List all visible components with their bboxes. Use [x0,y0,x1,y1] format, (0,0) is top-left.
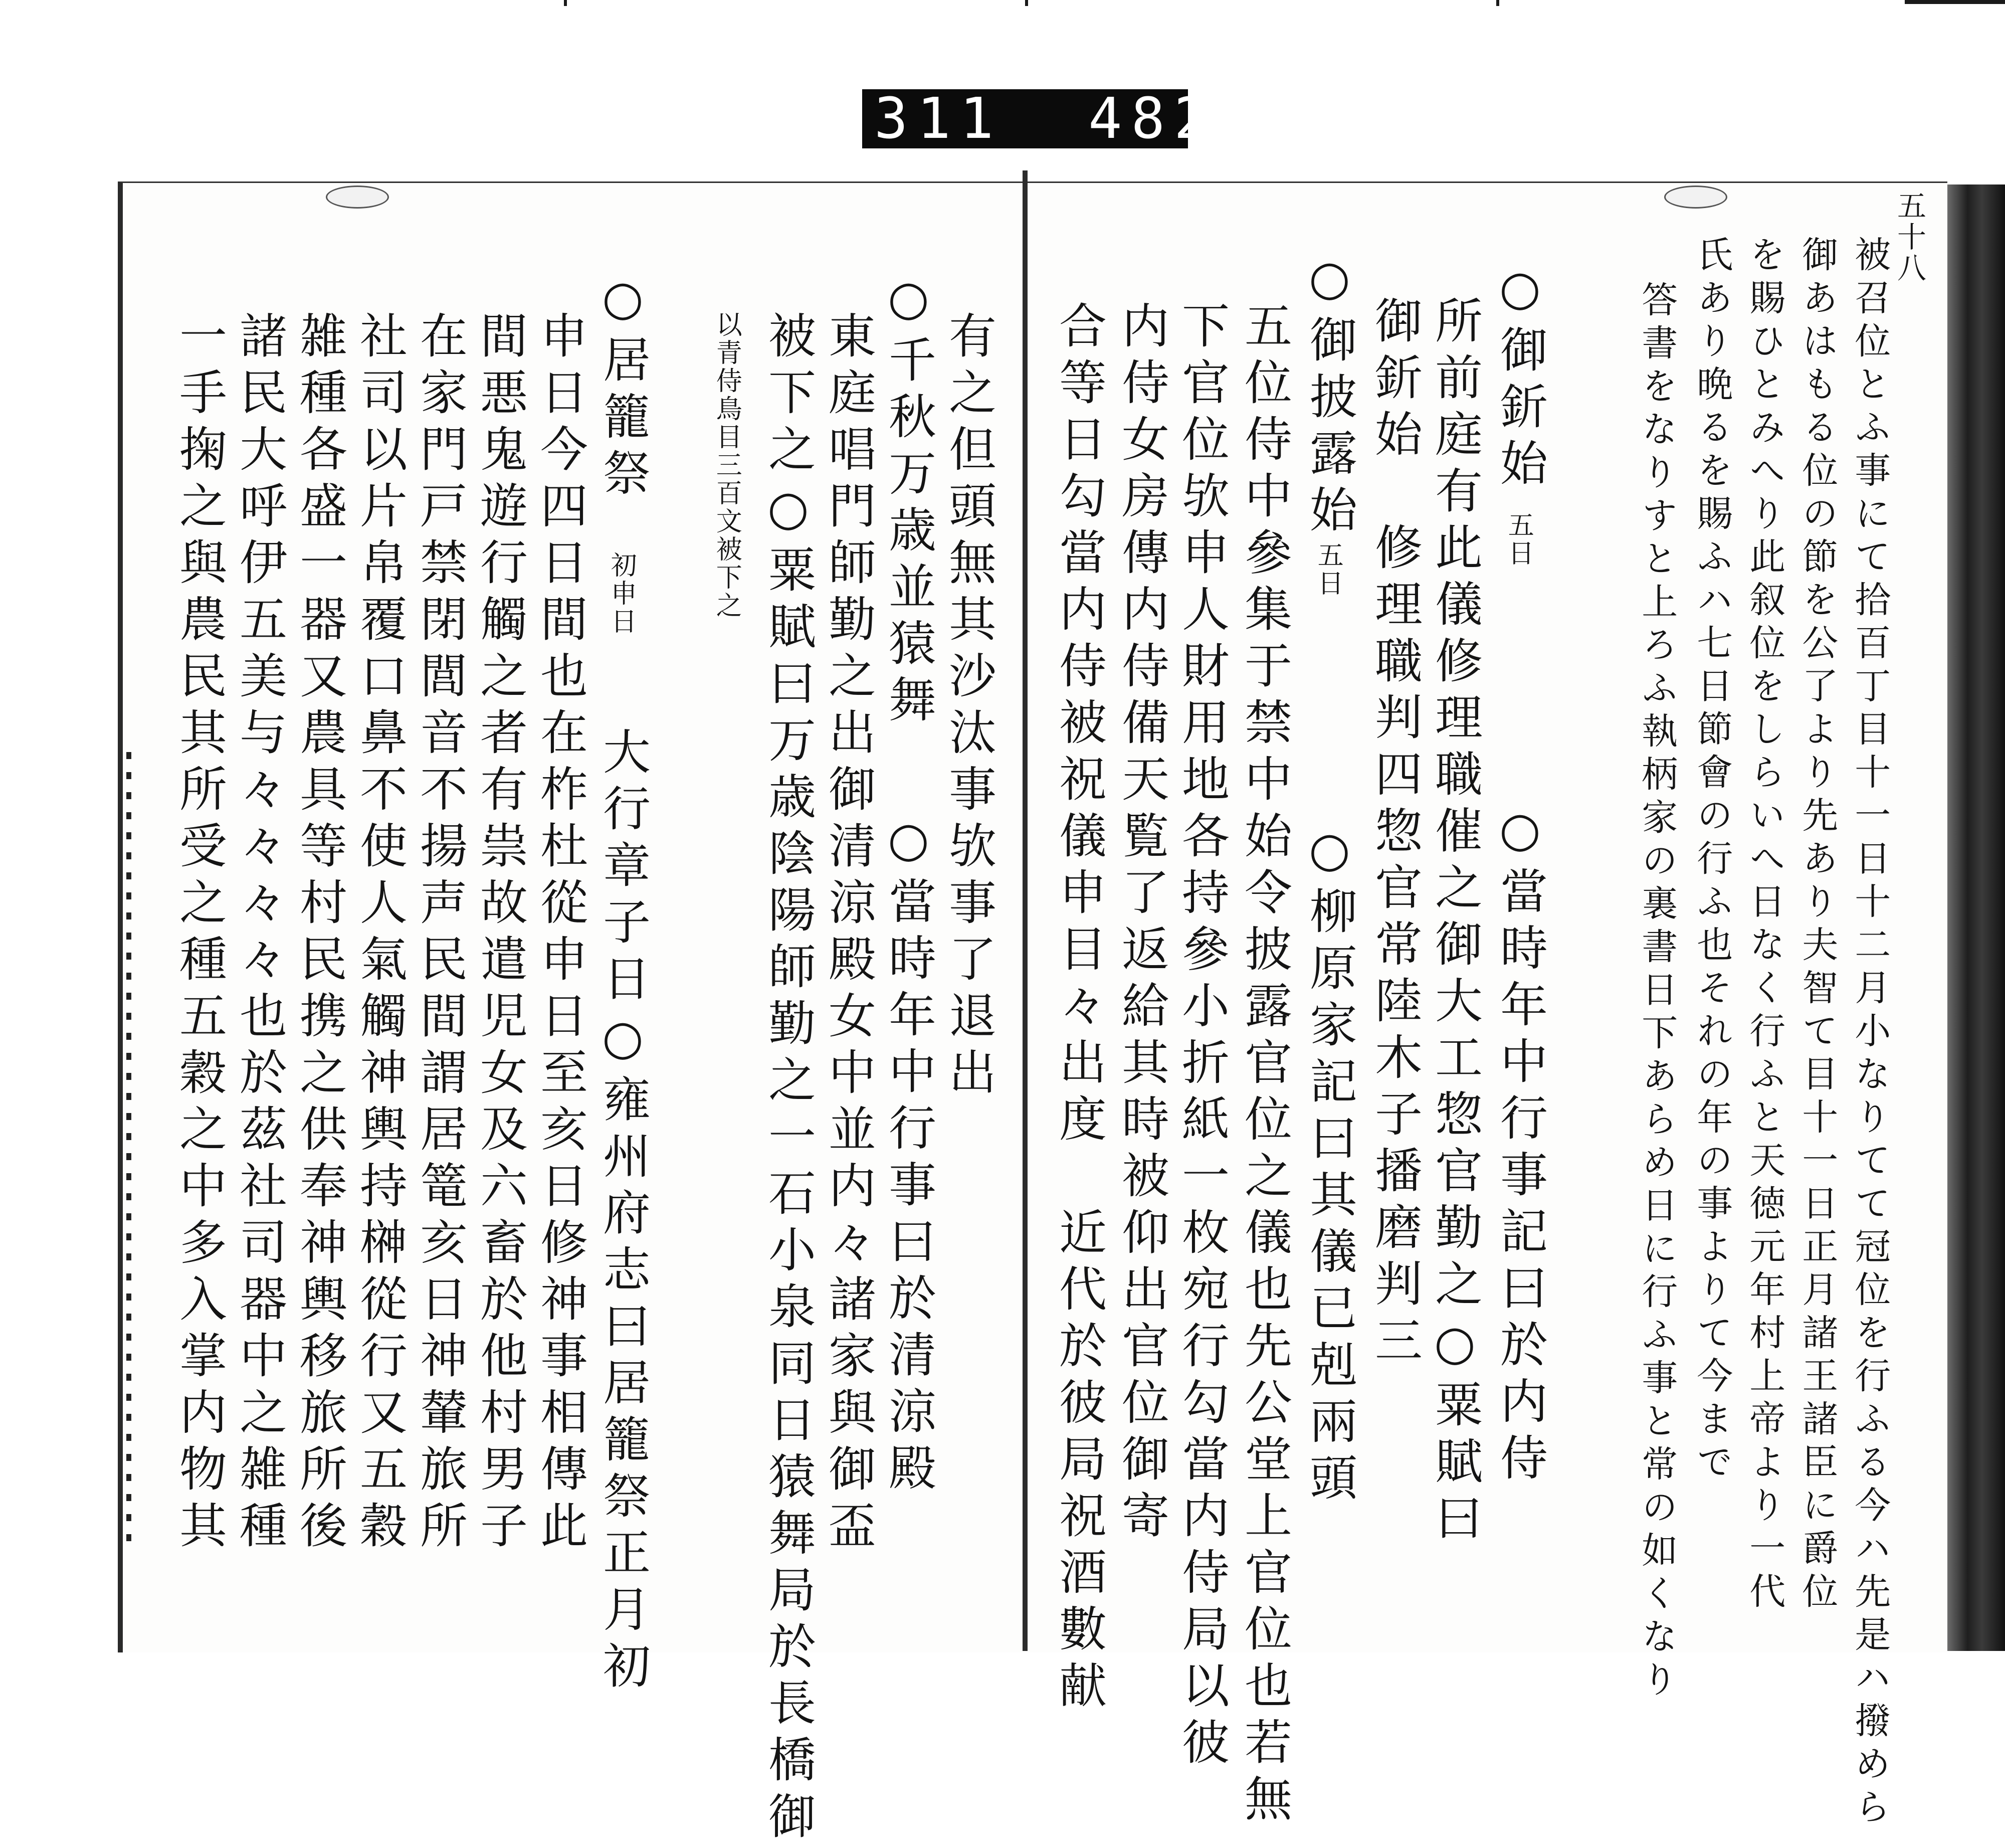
section-heading-senshuumanzai: ○千秋万歳並猿舞 [881,271,936,731]
registration-tick [564,0,567,6]
text-line: ○柳原家記曰其儀已剋兩頭 [1302,822,1357,1510]
binding-hole-icon [1664,186,1727,209]
binding-hole-icon [326,186,389,209]
section-date-note: 五日 [1313,541,1343,598]
text-line: 東庭唱門師勤之出御清涼殿女中並内々諸家與御盃 [821,311,876,1557]
text-line: 大行章子日○雍州府志曰居籠祭正月初 [595,727,651,1698]
text-line: 所前庭有此儀修理職催之御大工惣官勤之○粟賦曰 [1427,296,1483,1550]
section-date-note: 初申日 [606,551,637,636]
text-line: 下官位欤申人財用地各持參小折紙一枚宛行勾當内侍局以彼 [1174,301,1230,1774]
text-line: 合等日勾當内侍被祝儀申目々出度 近代於彼局祝酒數献 [1051,301,1107,1717]
text-line: 社司以片帛覆口鼻不使人氣觸神輿持榊從行又五穀 [352,311,408,1557]
binding-stitches [126,752,131,1554]
text-line-note: 以青侍鳥目三百文被下之 [711,311,742,620]
text-line: ○當時年中行事記曰於内侍 [1492,802,1548,1490]
section-heading-onochihajime: ○御釿始 [1492,261,1548,495]
script-line-3: を賜ひとみへり此叙位をしらいへ日なく行ふと天徳元年村上帝より一代 [1743,236,1786,1615]
section-date-note: 五日 [1503,511,1534,568]
script-line-2: 御あはもる位の節を公了より先あり夫智て目十一日正月諸王諸臣に爵位 [1796,236,1839,1615]
page-number: 五十八 [1892,191,1926,284]
registration-tick [1025,0,1028,6]
registration-tick [1496,0,1499,6]
text-line: 雑種各盛一器又農具等村民携之供奉神輿移旅所後 [292,311,347,1557]
registration-bar [1905,0,2005,4]
page-fore-edge [1947,184,2005,1651]
scan-margin [0,181,118,1651]
book-gutter [1023,170,1028,1651]
section-heading-igomorimatsuri: ○居籠祭 [595,271,651,505]
text-line: 内侍女房傳内侍備天覧了返給其時被仰出官位御寄 [1114,301,1169,1547]
text-line: 申日今四日間也在柞杜從申日至亥日修神事相傳此 [532,311,588,1557]
text-line: 有之但頭無其沙汰事欤事了退出 [941,311,996,1104]
text-line: 御釿始 修理職判四惣官常陸木子播磨判三 [1367,296,1423,1372]
script-line-4: 氏あり晩るを賜ふハ七日節會の行ふ也それの年の事よりて今まで [1691,236,1733,1486]
script-line-1: 被召位とふ事にて拾百丁目十一日十二月小なりてて冠位を行ふる今ハ先是ハ撥めら [1849,236,1891,1831]
text-line: 被下之○粟賦曰万歳陰陽師勤之一石小泉同日猿舞局於長橋御 [760,311,816,1848]
script-line-5: 答書をなりすと上ろふ執柄家の裏書日下あらめ日に行ふ事と常の如くなり [1636,281,1678,1704]
text-line: 諸民大呼伊五美与々々々々也於茲社司器中之雑種 [232,311,287,1557]
text-line: ○當時年中行事曰於清涼殿 [881,812,936,1500]
frame-number-label: 311 482. [862,89,1188,148]
text-line: 一手掬之與農民其所受之種五穀之中多入掌内物其 [171,311,227,1557]
text-line: 間悪鬼遊行觸之者有祟故遣児女及六畜於他村男子 [472,311,528,1557]
text-line: 在家門戸禁閉閭音不揚声民間謂居篭亥日神輦旅所 [412,311,468,1557]
text-line: 五位侍中參集于禁中始令披露官位之儀也先公堂上官位也若無 [1237,301,1292,1830]
section-heading-ohirohajime: ○御披露始 [1302,251,1357,541]
